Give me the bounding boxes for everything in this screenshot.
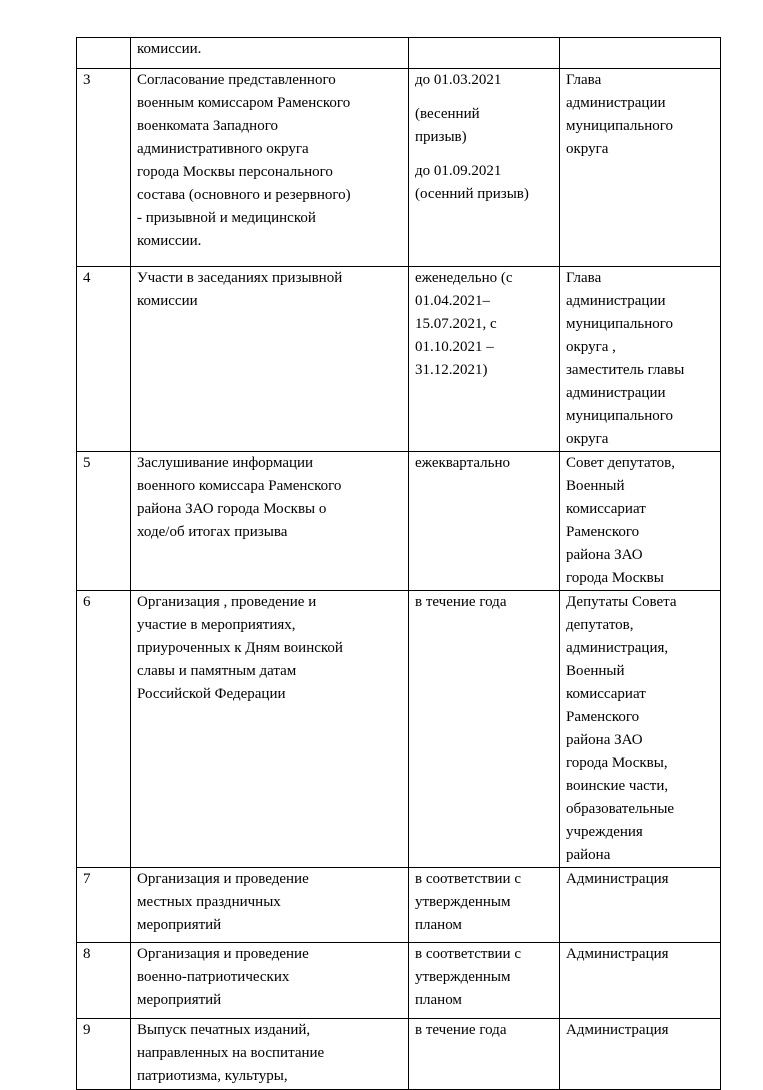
cell-line: в соответствии с [415,946,521,962]
row-number: 6 [77,591,131,868]
cell-line: Участи в заседаниях призывной [137,270,343,286]
cell-line: района ЗАО [566,732,643,748]
responsible-cell [560,38,721,69]
cell-line: учреждения [566,824,643,840]
cell-line: - призывной и медицинской [137,210,316,226]
cell-line: Глава [566,270,602,286]
event-cell [131,38,409,69]
event-cell [131,591,409,868]
cell-line: Военный [566,478,625,494]
table-row [77,38,721,69]
cell-line: планом [415,992,462,1008]
cell-line: муниципального [566,408,674,424]
cell-line: города Москвы [566,570,664,586]
cell-line: Администрация [566,871,669,887]
cell-line: округа , [566,339,616,355]
cell-line: Заслушивание информации [137,455,314,471]
cell-line: Выпуск печатных изданий, [137,1022,311,1038]
cell-line: 01.10.2021 – [415,339,494,355]
table-body [77,38,721,1090]
row-number: 3 [77,69,131,267]
cell-line: утвержденным [415,894,511,910]
deadline-cell [409,69,560,267]
responsible-cell [560,591,721,868]
cell-line: ходе/об итогах призыва [137,524,288,540]
event-cell [131,1019,409,1090]
spacer [415,92,553,103]
event-cell [131,267,409,452]
cell-line: района ЗАО [566,547,643,563]
cell-line: славы и памятным датам [137,663,297,679]
responsible-cell [560,868,721,943]
cell-line: направленных на воспитание [137,1045,325,1061]
cell-line: комиссии. [137,233,202,249]
responsible-cell [560,943,721,1019]
cell-line: Глава [566,72,602,88]
cell-line: планом [415,917,462,933]
cell-line: Согласование представленного [137,72,336,88]
cell-line: Раменского [566,709,640,725]
row-number: 7 [77,868,131,943]
cell-line: Депутаты Совета [566,594,677,610]
cell-line: в течение года [415,1022,507,1038]
cell-line: района [566,847,611,863]
cell-line: образовательные [566,801,675,817]
cell-line: мероприятий [137,992,222,1008]
cell-line: до 01.09.2021 [415,163,502,179]
cell-line: Администрация [566,1022,669,1038]
cell-line: 31.12.2021) [415,362,488,378]
spacer [415,149,553,160]
cell-line: комиссариат [566,686,646,702]
table-row [77,267,721,452]
cell-line: военного комиссара Раменского [137,478,342,494]
cell-line: Российской Федерации [137,686,286,702]
cell-line: 15.07.2021, с [415,316,497,332]
cell-line: комиссариат [566,501,646,517]
events-plan-table [76,37,721,1090]
table-row [77,69,721,267]
responsible-cell [560,69,721,267]
cell-line: округа [566,141,609,157]
deadline-cell [409,868,560,943]
responsible-cell [560,1019,721,1090]
cell-line: Раменского [566,524,640,540]
row-number [77,38,131,69]
table-row [77,591,721,868]
cell-line: депутатов, [566,617,634,633]
cell-line: приуроченных к Дням воинской [137,640,343,656]
cell-line: еженедельно (с [415,270,513,286]
deadline-cell [409,943,560,1019]
cell-line: комиссии. [137,41,202,57]
cell-line: комиссии [137,293,198,309]
cell-line: Совет депутатов, [566,455,675,471]
event-cell [131,943,409,1019]
event-cell [131,69,409,267]
responsible-cell [560,452,721,591]
cell-line: мероприятий [137,917,222,933]
deadline-cell [409,452,560,591]
cell-line: (осенний призыв) [415,186,529,202]
cell-line: заместитель главы [566,362,685,378]
cell-line: 01.04.2021– [415,293,490,309]
table-row [77,868,721,943]
cell-line: округа [566,431,609,447]
cell-line: ежеквартально [415,455,510,471]
cell-line: местных праздничных [137,894,281,910]
cell-line: Организация и проведение [137,946,309,962]
cell-line: воинские части, [566,778,669,794]
table-row [77,452,721,591]
event-cell [131,452,409,591]
cell-line: Организация и проведение [137,871,309,887]
table-row [77,1019,721,1090]
row-number: 9 [77,1019,131,1090]
cell-line: призыв) [415,129,467,145]
row-number: 5 [77,452,131,591]
deadline-cell [409,38,560,69]
cell-line: административного округа [137,141,309,157]
deadline-cell [409,1019,560,1090]
row-number: 4 [77,267,131,452]
cell-line: города Москвы персонального [137,164,333,180]
deadline-cell [409,267,560,452]
cell-line: в течение года [415,594,507,610]
cell-line: состава (основного и резервного) [137,187,351,203]
row-number: 8 [77,943,131,1019]
cell-line: утвержденным [415,969,511,985]
cell-line: участие в мероприятиях, [137,617,296,633]
cell-line: администрация, [566,640,669,656]
cell-line: муниципального [566,316,674,332]
cell-line: Администрация [566,946,669,962]
cell-line: (весенний [415,106,480,122]
cell-line: военным комиссаром Раменского [137,95,351,111]
cell-line: до 01.03.2021 [415,72,502,88]
cell-line: города Москвы, [566,755,668,771]
event-cell [131,868,409,943]
cell-line: Военный [566,663,625,679]
cell-line: военно-патриотических [137,969,290,985]
cell-line: администрации [566,95,666,111]
cell-line: патриотизма, культуры, [137,1068,288,1084]
deadline-cell [409,591,560,868]
table-row [77,943,721,1019]
cell-line: Организация , проведение и [137,594,317,610]
cell-line: администрации [566,385,666,401]
cell-line: военкомата Западного [137,118,278,134]
cell-line: муниципального [566,118,674,134]
cell-line: района ЗАО города Москвы о [137,501,327,517]
cell-line: в соответствии с [415,871,521,887]
responsible-cell [560,267,721,452]
cell-line: администрации [566,293,666,309]
